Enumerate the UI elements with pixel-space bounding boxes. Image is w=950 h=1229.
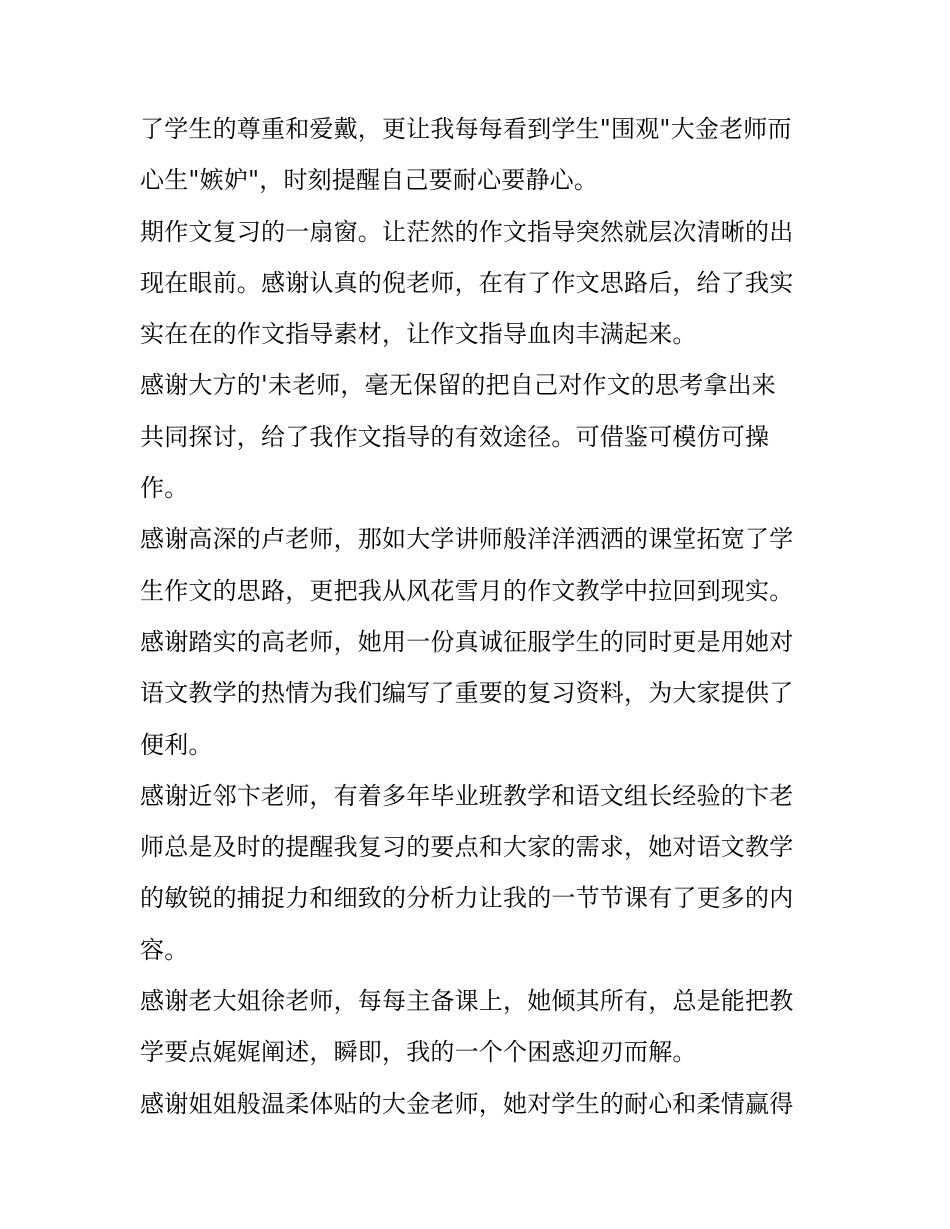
text-line-9: 感谢高深的卢老师，那如大学讲师般洋洋洒洒的课堂拓宽了学 xyxy=(140,525,794,554)
text-line-12: 语文教学的热情为我们编写了重要的复习资料，为大家提供了 xyxy=(140,679,794,708)
text-line-5: 实在在的作文指导素材，让作文指导血肉丰满起来。 xyxy=(140,320,697,349)
text-line-18: 感谢老大姐徐老师，每每主备课上，她倾其所有，总是能把教 xyxy=(140,987,794,1016)
text-line-11: 感谢踏实的高老师，她用一份真诚征服学生的同时更是用她对 xyxy=(140,627,794,656)
text-line-6: 感谢大方的'未老师，毫无保留的把自己对作文的思考拿出来 xyxy=(140,371,776,400)
text-line-15: 师总是及时的提醒我复习的要点和大家的需求，她对语文教学 xyxy=(140,833,794,862)
text-line-3: 期作文复习的一扇窗。让茫然的作文指导突然就层次清晰的出 xyxy=(140,217,794,246)
text-line-14: 感谢近邻卞老师，有着多年毕业班教学和语文组长经验的卞老 xyxy=(140,781,794,810)
document-body xyxy=(140,104,820,1130)
text-line-19: 学要点娓娓阐述，瞬即，我的一个个困惑迎刃而解。 xyxy=(140,1038,697,1067)
text-line-8: 作。 xyxy=(140,474,189,503)
text-line-17: 容。 xyxy=(140,935,189,964)
text-line-2: 心生"嫉妒"，时刻提醒自己要耐心要静心。 xyxy=(140,166,599,195)
text-line-7: 共同探讨，给了我作文指导的有效途径。可借鉴可模仿可操 xyxy=(140,422,770,451)
text-line-20: 感谢姐姐般温柔体贴的大金老师，她对学生的耐心和柔情赢得 xyxy=(140,1089,794,1118)
text-line-10: 生作文的思路，更把我从风花雪月的作文教学中拉回到现实。 xyxy=(140,576,794,605)
text-line-16: 的敏锐的捕捉力和细致的分析力让我的一节节课有了更多的内 xyxy=(140,884,794,913)
text-line-1: 了学生的尊重和爱戴，更让我每每看到学生"围观"大金老师而 xyxy=(140,115,792,143)
text-line-13: 便利。 xyxy=(140,730,213,759)
text-line-4: 现在眼前。感谢认真的倪老师，在有了作文思路后，给了我实 xyxy=(140,268,794,297)
